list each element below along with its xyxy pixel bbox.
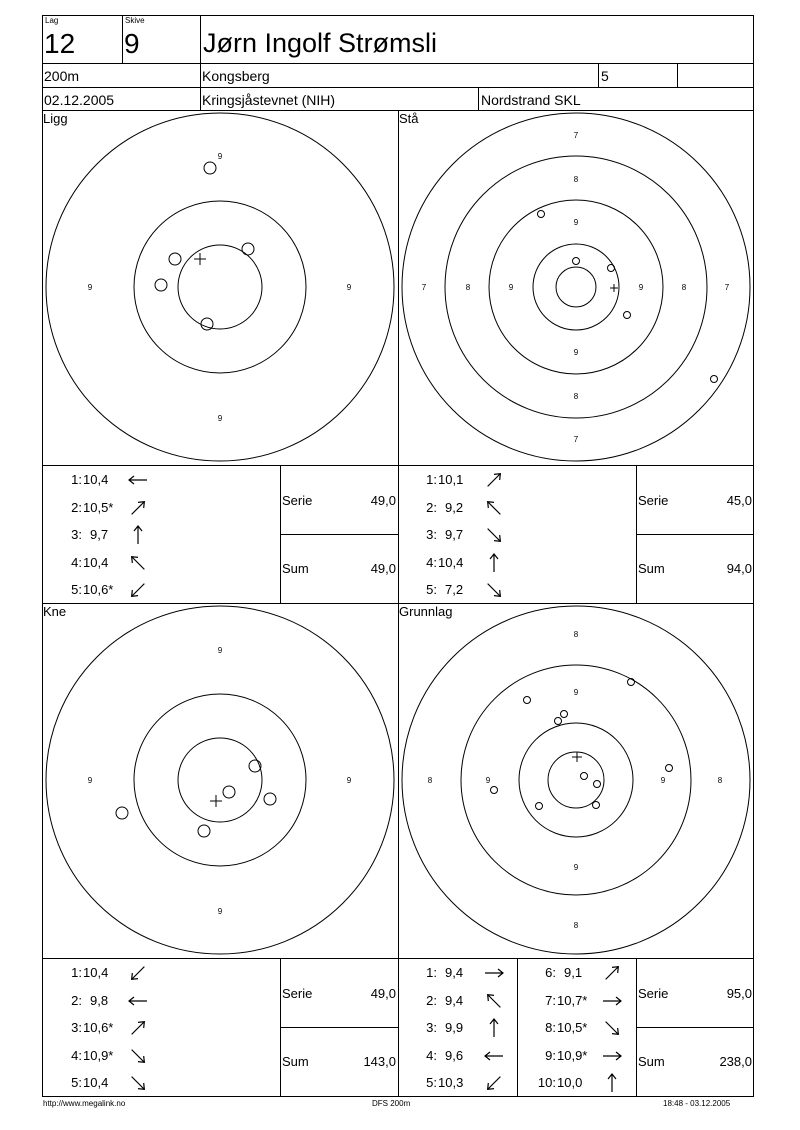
shot-number: 8: [545,1020,556,1035]
shot-hole [666,765,673,772]
shot-score: 10,4 [83,554,109,570]
shot-direction-arrow-icon [127,552,149,579]
ring-label: 9 [573,218,579,227]
ligg-target [42,110,398,465]
ring-label: 9 [508,283,514,292]
footer-url: http://www.megalink.no [43,1099,126,1108]
shot-score: 10,6* [83,582,114,597]
shot-score: 9,8 [90,992,109,1008]
ring-label: 9 [217,414,223,423]
grunnlag-serie-label: Serie [638,986,669,1001]
shot-score: 10,5* [557,1020,588,1035]
shot-score: 10,3 [438,1075,464,1090]
ring-label: 8 [465,283,471,292]
shot-score: 10,9* [557,1047,588,1063]
shot-score: 10,4 [438,554,464,570]
shot-number: 5: [426,582,437,597]
sta-serie-label: Serie [638,493,669,508]
ring-label: 9 [87,283,93,292]
shot-number: 2: [426,992,437,1008]
shot-hole [223,786,235,798]
shot-score: 9,4 [445,992,464,1008]
shot-direction-arrow-icon [601,1045,623,1072]
ring-label: 9 [573,688,579,697]
shot-number: 3: [71,1020,82,1035]
shot-hole [204,162,216,174]
sta-target [398,110,754,465]
ring-label: 7 [573,131,579,140]
shot-score: 10,7* [557,992,588,1008]
ring-label: 9 [346,283,352,292]
shot-number: 5: [71,582,82,597]
shot-number: 10: [537,1075,556,1090]
kne-sum-value: 143,0 [363,1054,396,1069]
sta-sum-label: Sum [638,561,665,576]
shot-score: 9,1 [564,965,583,980]
ring-label: 9 [87,776,93,785]
center-cross [210,795,222,807]
ring-label: 9 [638,283,644,292]
shot-hole [594,781,601,788]
grunnlag-sum-value: 238,0 [719,1054,752,1069]
shot-number: 4: [71,554,82,570]
ligg-serie-label: Serie [282,493,313,508]
shot-number: 3: [71,527,82,542]
footer-program: DFS 200m [372,1099,411,1108]
ring-label: 9 [573,348,579,357]
shot-number: 4: [71,1047,82,1063]
ring-label: 7 [421,283,427,292]
grunnlag-target [398,603,754,958]
shot-score: 10,4 [83,1075,109,1090]
ring-label: 9 [346,776,352,785]
shot-hole [264,793,276,805]
shot-hole [608,265,615,272]
ring-label: 8 [427,776,433,785]
ligg-sum-value: 49,0 [370,561,396,576]
skive-label: Skive [125,16,145,25]
ring-label: 7 [724,283,730,292]
shot-direction-arrow-icon [127,990,149,1017]
ring-label: 9 [217,646,223,655]
shooter-name: Jørn Ingolf Strømsli [203,28,438,58]
shot-number: 3: [426,1020,437,1035]
shot-number: 1: [426,472,437,487]
class: 5 [601,68,609,84]
shot-score: 9,6 [445,1047,464,1063]
shot-direction-arrow-icon [127,497,149,524]
shot-number: 9: [545,1047,556,1063]
shot-direction-arrow-icon [483,524,505,551]
grunnlag-serie-value: 95,0 [726,986,752,1001]
ring-label: 8 [573,392,579,401]
ring-label: 8 [573,175,579,184]
event: Kringsjåstevnet (NIH) [202,92,336,108]
shot-hole [538,211,545,218]
shot-direction-arrow-icon [483,469,505,496]
kne-title: Kne [43,604,67,619]
shot-direction-arrow-icon [483,579,505,606]
shot-number: 4: [426,554,437,570]
shot-score: 10,0 [557,1075,583,1090]
shot-direction-arrow-icon [601,1072,623,1099]
shot-number: 1: [426,965,437,980]
kne-target [42,603,398,958]
shot-number: 5: [71,1075,82,1090]
shot-direction-arrow-icon [483,1045,505,1072]
ring-label: 9 [485,776,491,785]
ring-label: 9 [217,907,223,916]
shot-direction-arrow-icon [483,552,505,579]
ring-label: 7 [573,435,579,444]
shot-hole [581,773,588,780]
shot-number: 1: [71,472,82,487]
sta-sum-value: 94,0 [726,561,752,576]
shot-score: 10,6* [83,1020,114,1035]
footer-timestamp: 18:48 - 03.12.2005 [663,1099,731,1108]
ring-label: 8 [681,283,687,292]
shot-hole [198,825,210,837]
shot-direction-arrow-icon [601,990,623,1017]
grunnlag-title: Grunnlag [399,604,453,619]
shot-hole [524,697,531,704]
shot-hole [491,787,498,794]
shot-hole [593,802,600,809]
shot-direction-arrow-icon [483,962,505,989]
date: 02.12.2005 [44,92,115,108]
shot-hole [155,279,167,291]
shot-number: 1: [71,965,82,980]
shot-direction-arrow-icon [127,1072,149,1099]
sta-title: Stå [399,111,419,126]
ligg-sum-label: Sum [282,561,309,576]
center-cross [572,752,582,762]
shot-hole [536,803,543,810]
kne-serie-label: Serie [282,986,313,1001]
shot-score: 9,4 [445,965,464,980]
shot-hole [116,807,128,819]
shot-hole [573,258,580,265]
lag-label: Lag [45,16,59,25]
ring-label: 8 [717,776,723,785]
center-cross [194,253,206,265]
grunnlag-sum-label: Sum [638,1054,665,1069]
shot-score: 10,5* [83,499,114,515]
shot-hole [555,718,562,725]
shot-number: 4: [426,1047,437,1063]
skive-value: 9 [124,28,140,59]
shot-hole [711,376,718,383]
shot-direction-arrow-icon [483,497,505,524]
shot-number: 7: [545,992,556,1008]
shot-direction-arrow-icon [127,1017,149,1044]
center-cross [610,284,618,292]
shot-hole [561,711,568,718]
shot-score: 9,7 [90,527,109,542]
shot-direction-arrow-icon [483,1017,505,1044]
distance: 200m [44,68,80,84]
shot-direction-arrow-icon [127,469,149,496]
shot-number: 2: [71,499,82,515]
club-city: Kongsberg [202,68,270,84]
ring-label: 8 [573,921,579,930]
shot-number: 3: [426,527,437,542]
ring-label: 9 [660,776,666,785]
shot-direction-arrow-icon [483,990,505,1017]
sta-serie-value: 45,0 [726,493,752,508]
shot-score: 10,1 [438,472,464,487]
ring-label: 8 [573,630,579,639]
shot-score: 10,4 [83,472,109,487]
shot-hole [169,253,181,265]
ring-label: 9 [217,152,223,161]
shot-number: 2: [71,992,82,1008]
shot-direction-arrow-icon [601,962,623,989]
shot-number: 2: [426,499,437,515]
shot-score: 7,2 [445,582,464,597]
shot-direction-arrow-icon [127,962,149,989]
shot-direction-arrow-icon [601,1017,623,1044]
ring-label: 9 [573,863,579,872]
shot-direction-arrow-icon [483,1072,505,1099]
lag-value: 12 [44,28,76,59]
shot-number: 6: [545,965,556,980]
shot-direction-arrow-icon [127,524,149,551]
shot-hole [624,312,631,319]
shot-number: 5: [426,1075,437,1090]
ligg-serie-value: 49,0 [370,493,396,508]
kne-sum-label: Sum [282,1054,309,1069]
shot-score: 10,4 [83,965,109,980]
ligg-title: Ligg [43,111,68,126]
shot-score: 9,2 [445,499,464,515]
shot-score: 9,9 [445,1020,464,1035]
shot-hole [242,243,254,255]
shot-hole [201,318,213,330]
kne-serie-value: 49,0 [370,986,396,1001]
shot-direction-arrow-icon [127,1045,149,1072]
club: Nordstrand SKL [481,92,581,108]
shot-score: 9,7 [445,527,464,542]
shot-score: 10,9* [83,1047,114,1063]
shot-direction-arrow-icon [127,579,149,606]
